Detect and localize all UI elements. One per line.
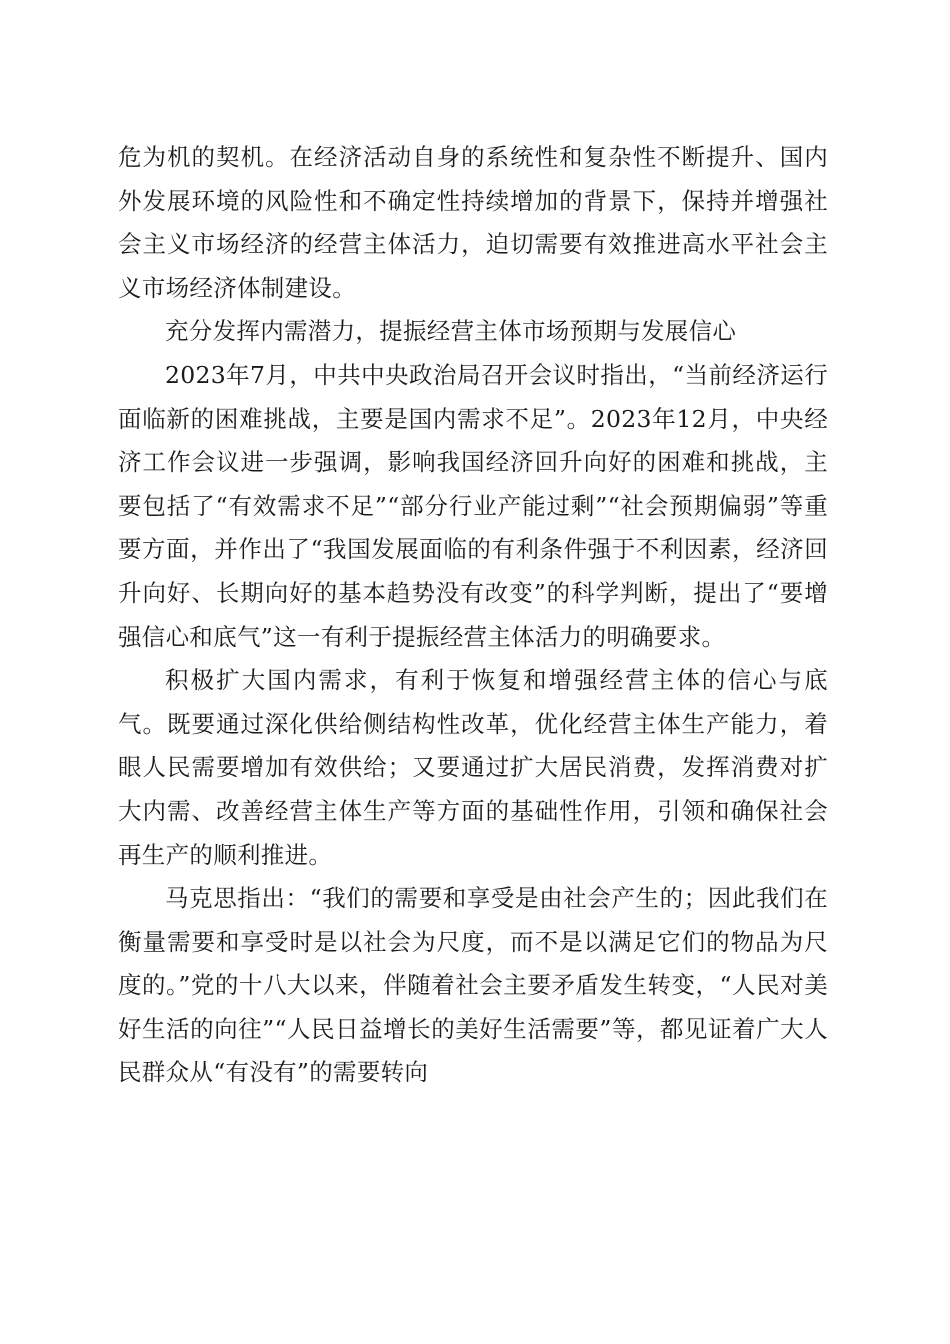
document-body [118,136,828,1095]
section-heading: 充分发挥内需潜力，提振经营主体市场预期与发展信心 [165,317,737,346]
paragraph: 2023年7月，中共中央政治局召开会议时指出，“当前经济运行面临新的困难挑战，主要是国内需求不足”。2023年12月，中央经济工作会议进一步强调，影响我国经济回升向好的困难和挑战，主要包括了“有效需求不足”“部分行业产能过剩”“社会预期偏弱”等重要方面，并作出了“我国发展面临的有利条件强于不利因素，经济回升向好、长期向好的基本趋势没有改变”的科学判断，提出了“要增强信心和底气”这一有利于提振经营主体活力的明确要求。 [118,360,828,651]
paragraph-continuation: 危为机的契机。在经济活动自身的系统性和复杂性不断提升、国内外发展环境的风险性和不确定性持续增加的背景下，保持并增强社会主义市场经济的经营主体活力，迫切需要有效推进高水平社会主义市场经济体制建设。 [118,143,828,302]
paragraph: 积极扩大国内需求，有利于恢复和增强经营主体的信心与底气。既要通过深化供给侧结构性改革，优化经营主体生产能力，着眼人民需要增加有效供给；又要通过扩大居民消费，发挥消费对扩大内需、改善经营主体生产等方面的基础性作用，引领和确保社会再生产的顺利推进。 [118,666,828,869]
paragraph: 马克思指出：“我们的需要和享受是由社会产生的；因此我们在衡量需要和享受时是以社会为尺度，而不是以满足它们的物品为尺度的。”党的十八大以来，伴随着社会主要矛盾发生转变，“人民对美好生活的向往”“人民日益增长的美好生活需要”等，都见证着广大人民群众从“有没有”的需要转向 [118,884,828,1087]
